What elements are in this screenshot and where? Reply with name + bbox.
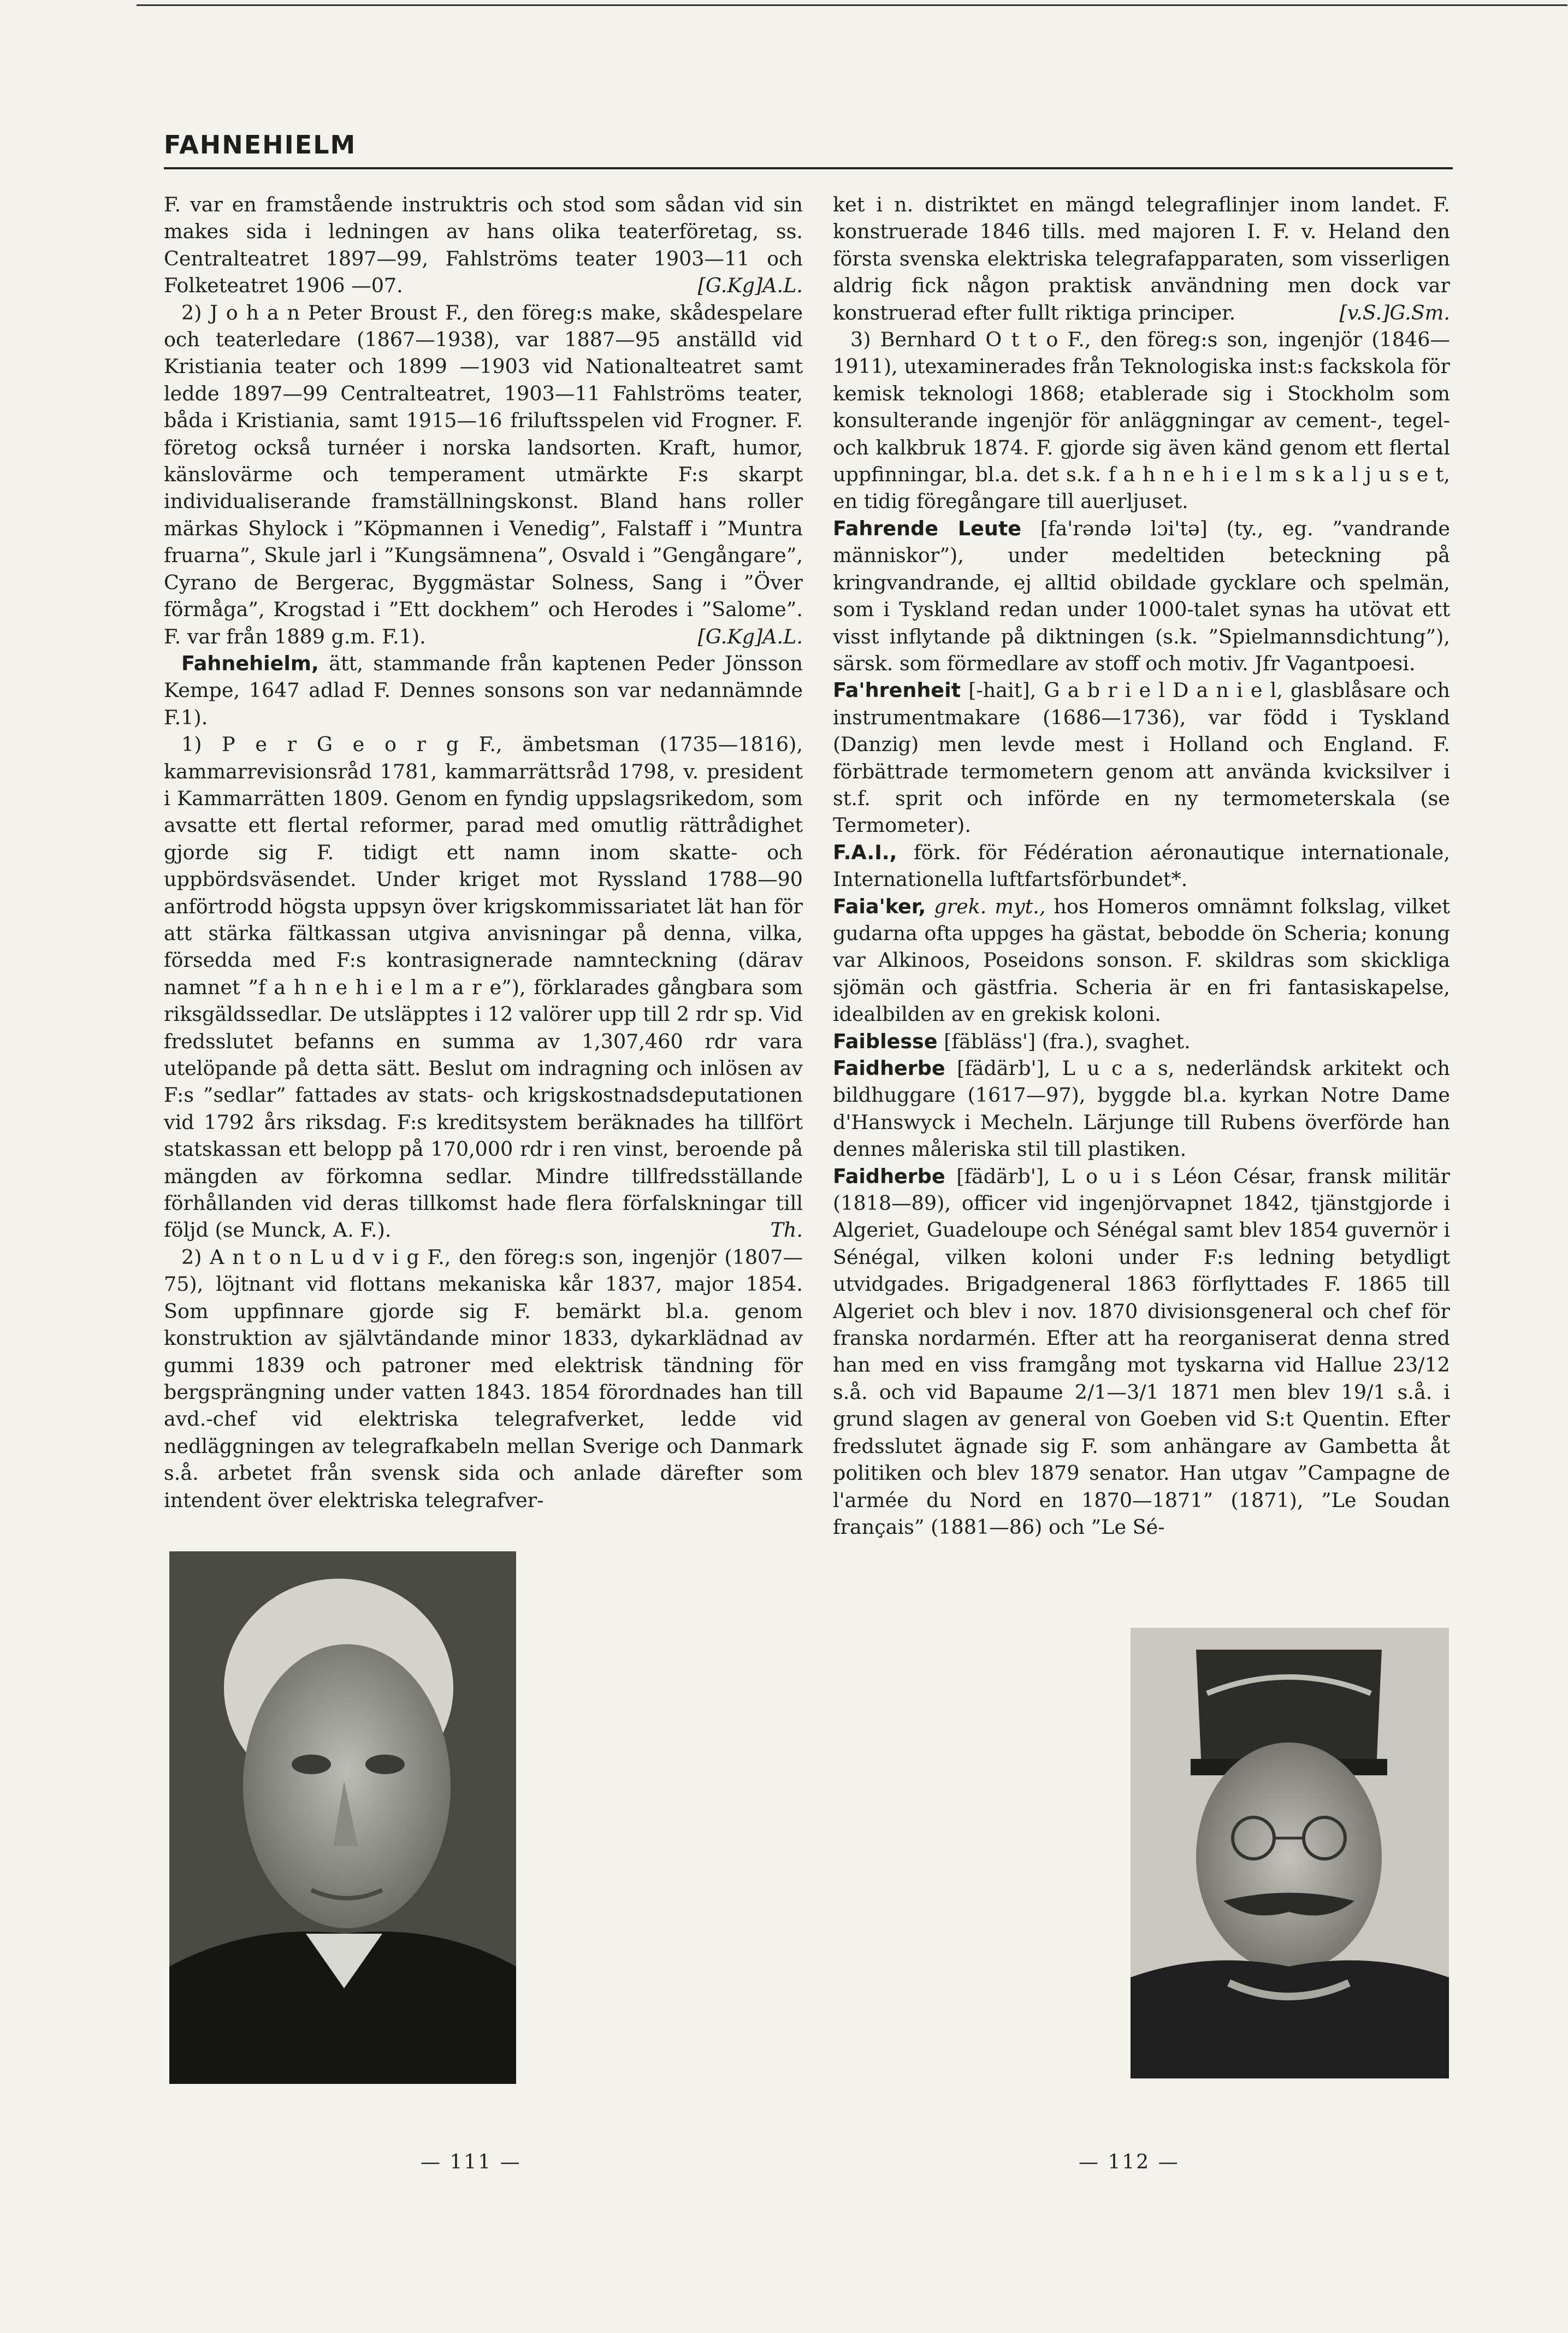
header-rule bbox=[164, 167, 1453, 169]
entry-text: [-hait], G a b r i e l D a n i e l, glasblåsare och instrumentmakare (1686—1736), var född i Tyskland (Danzig) men levde mest i Holland och England. F. förbättrade termometern genom att använda kvicksilver i st.f. sprit och införde en ny termometerskala (se Termometer). bbox=[833, 678, 1450, 837]
entry-text: ätt, stammande från kaptenen Peder Jönsson Kempe, 1647 adlad F. Dennes sonsons son var nedannämnde F.1). bbox=[164, 651, 803, 729]
article-paragraph: ket i n. distriktet en mängd telegraflinjer inom landet. F. konstruerade 1846 tills. med majoren I. F. v. Heland den första svenska elektriska telegrafapparaten, som visserligen aldrig fick någon praktisk användning men dock var konstruerad efter fullt riktiga principer. bbox=[833, 193, 1450, 324]
article-entry bbox=[833, 515, 1450, 677]
headword: F.A.I., bbox=[833, 840, 897, 864]
headword: Faidherbe bbox=[833, 1056, 945, 1080]
article-entry bbox=[833, 1028, 1450, 1055]
headword: Faia'ker, bbox=[833, 894, 926, 918]
headword: Fahrende Leute bbox=[833, 516, 1022, 540]
headword: Faidherbe bbox=[833, 1164, 945, 1188]
article-entry bbox=[833, 1163, 1450, 1541]
article-paragraph: 3) Bernhard O t t o F., den föreg:s son, ingenjör (1846—1911), utexaminerades från Teknologiska inst:s fackskola för kemisk teknologi 1868; etablerade sig i Stockholm som konsulterande ingenjör för anläggningar av cement-, tegel- och kalkbruk 1874. F. gjorde sig även känd genom ett flertal uppfinningar, bl.a. det s.k. f a h n e h i e l m s k a l j u s e t, en tidig föregångare till auerljuset. bbox=[833, 328, 1450, 513]
portrait-photo-right bbox=[1131, 1628, 1449, 2078]
portrait-photo-left bbox=[169, 1551, 516, 2084]
article-entry bbox=[833, 839, 1450, 893]
entry-text: hos Homeros omnämnt folkslag, vilket gudarna ofta uppges ha gästat, bebodde ön Scheria; konung var Alkinoos, Poseidons sonson. F. skildras som skickliga sjömän och gästfria. Scheria är en fri fantasiskapelse, idealbilden av en grekisk koloni. bbox=[833, 894, 1450, 1026]
entry-label: grek. myt., bbox=[934, 894, 1046, 918]
entry-text: [fädärb'], L o u i s Léon César, fransk militär (1818—89), officer vid ingenjörvapnet 1842, tjänstgjorde i Algeriet, Guadeloupe och Sénégal samt blev 1854 guvernör i Sénégal, vilken koloni under F:s ledning betydligt utvidgades. Brigadgeneral 1863 förflyttades F. 1865 till Algeriet och blev i nov. 1870 divisionsgeneral och chef för franska nordarmén. Efter att ha reorganiserat denna stred han med en viss framgång mot tyskarna vid Hallue 23/12 s.å. och vid Bapaume 2/1—3/1 1871 men blev 19/1 s.å. i grund slagen av general von Goeben vid S:t Quentin. Efter fredsslutet ägnade sig F. som anhängare av Gambetta åt politiken och blev 1879 senator. Han utgav ”Campagne de l'armée du Nord en 1870—1871” (1871), ”Le Soudan français” (1881—86) och ”Le Sé- bbox=[833, 1164, 1450, 1539]
article-paragraph: F. var en framstående instruktris och stod som sådan vid sin makes sida i ledningen av hans olika teaterföretag, ss. Centralteatret 1897—99, Fahlströms teater 1903—11 och Folketeatret 1906 —07. bbox=[164, 193, 803, 298]
page-number-right: — 112 — bbox=[1079, 2151, 1180, 2173]
article-paragraph: 1) P e r G e o r g F., ämbetsman (1735—1816), kammarrevisionsråd 1781, kammarrättsråd 1798, v. president i Kammarrätten 1809. Genom en fyndig uppslagsrikedom, som avsatte ett flertal reformer, parad med omutlig rättrådighet gjorde sig F. tidigt ett namn inom skatte- och uppbördsväsendet. Under kriget mot Ryssland 1788—90 anförtrodd högsta uppsyn över krigskommissariatet lät han för att stärka fältkassan utgiva anvisningar på denna, vilka, försedda med F:s kontrasignerade namnteckning (därav namnet ”f a h n e h i e l m a r e”), förklarades gångbara som riksgäldssedlar. De utsläpptes i 12 valörer upp till 2 rdr sp. Vid fredsslutet befanns en summa av 1,307,460 rdr vara utelöpande på detta sätt. Beslut om indragning och inlösen av F:s ”sedlar” fattades av stats- och krigskostnadsdeputationen vid 1792 års riksdag. F:s kreditsystem beräknades ha tillfört statskassan ett belopp på 170,000 rdr i ren vinst, beroende på mängden av förkomna sedlar. Mindre tillfredsställande förhållanden vid deras tillkomst hade flera förfalskningar till följd (se Munck, A. F.). bbox=[164, 733, 803, 1242]
author-signature: Th. bbox=[770, 1218, 803, 1242]
entry-text: förk. för Fédération aéronautique internationale, Internationella luftfartsförbundet*. bbox=[833, 840, 1450, 891]
page-number-left: — 111 — bbox=[421, 2151, 522, 2173]
right-column bbox=[833, 191, 1450, 1540]
headword: Faiblesse bbox=[833, 1029, 938, 1053]
page-header: FAHNEHIELM bbox=[164, 130, 357, 160]
entry-text: [fädärb'], L u c a s, nederländsk arkitekt och bildhuggare (1617—97), byggde bl.a. kyrkan Notre Dame d'Hanswyck i Mecheln. Lärjunge till Rubens överförde han dennes måleriska stil till plastiken. bbox=[833, 1056, 1450, 1161]
entry-text: [fa'rəndə lɔi'tə] (ty., eg. ”vandrande människor”), under medeltiden beteckning på kringvandrande, ej alltid obildade gycklare och spelmän, som i Tyskland redan under 1000-talet synas ha utövat ett visst inflytande på diktningen (s.k. ”Spielmannsdichtung”), särsk. som förmedlare av stoff och motiv. Jfr Vagantpoesi. bbox=[833, 516, 1450, 675]
article-paragraph: 2) A n t o n L u d v i g F., den föreg:s son, ingenjör (1807—75), löjtnant vid flottans mekaniska kår 1837, major 1854. Som uppfinnare gjorde sig F. bemärkt bl.a. genom konstruktion av självtändande minor 1833, dykarklädnad av gummi 1839 och patroner med elektrisk tändning för bergsprängning under vatten 1843. 1854 förordnades han till avd.-chef vid elektriska telegrafverket, ledde vid nedläggningen av telegrafkabeln mellan Sverige och Danmark s.å. arbetet från svensk sida och anlade därefter som intendent över elektriska telegrafver- bbox=[164, 1245, 803, 1512]
author-signature: [v.S.]G.Sm. bbox=[1339, 300, 1450, 324]
article-entry bbox=[164, 650, 803, 731]
article-entry bbox=[833, 893, 1450, 1028]
article-entry bbox=[833, 677, 1450, 838]
left-column bbox=[164, 191, 803, 1514]
headword: Fahnehielm, bbox=[181, 651, 319, 675]
article-paragraph: 2) J o h a n Peter Broust F., den föreg:s make, skådespelare och teaterledare (1867—1938), var 1887—95 anställd vid Kristiania teater och 1899 —1903 vid Nationalteatret samt ledde 1897—99 Centralteatret, 1903—11 Fahlströms teater, båda i Kristiania, samt 1915—16 friluftsspelen vid Frogner. F. företog också turnéer i norska landsorten. Kraft, humor, känslovärme och temperament utmärkte F:s skarpt individualiserande framställningskonst. Bland hans roller märkas Shylock i ”Köpmannen i Venedig”, Falstaff i ”Muntra fruarna”, Skule jarl i ”Kungsämnena”, Osvald i ”Gengångare”, Cyrano de Bergerac, Byggmästar Solness, Sang i ”Över förmåga”, Krogstad i ”Ett dockhem” och Herodes i ”Salome”. F. var från 1889 g.m. F.1). bbox=[164, 300, 803, 648]
author-signature: [G.Kg]A.L. bbox=[697, 274, 803, 298]
headword: Fa'hrenheit bbox=[833, 678, 961, 702]
top-rule bbox=[137, 4, 1567, 6]
author-signature: [G.Kg]A.L. bbox=[697, 624, 803, 648]
entry-text: [fäbläss'] (fra.), svaghet. bbox=[944, 1029, 1191, 1053]
article-entry bbox=[833, 1055, 1450, 1163]
